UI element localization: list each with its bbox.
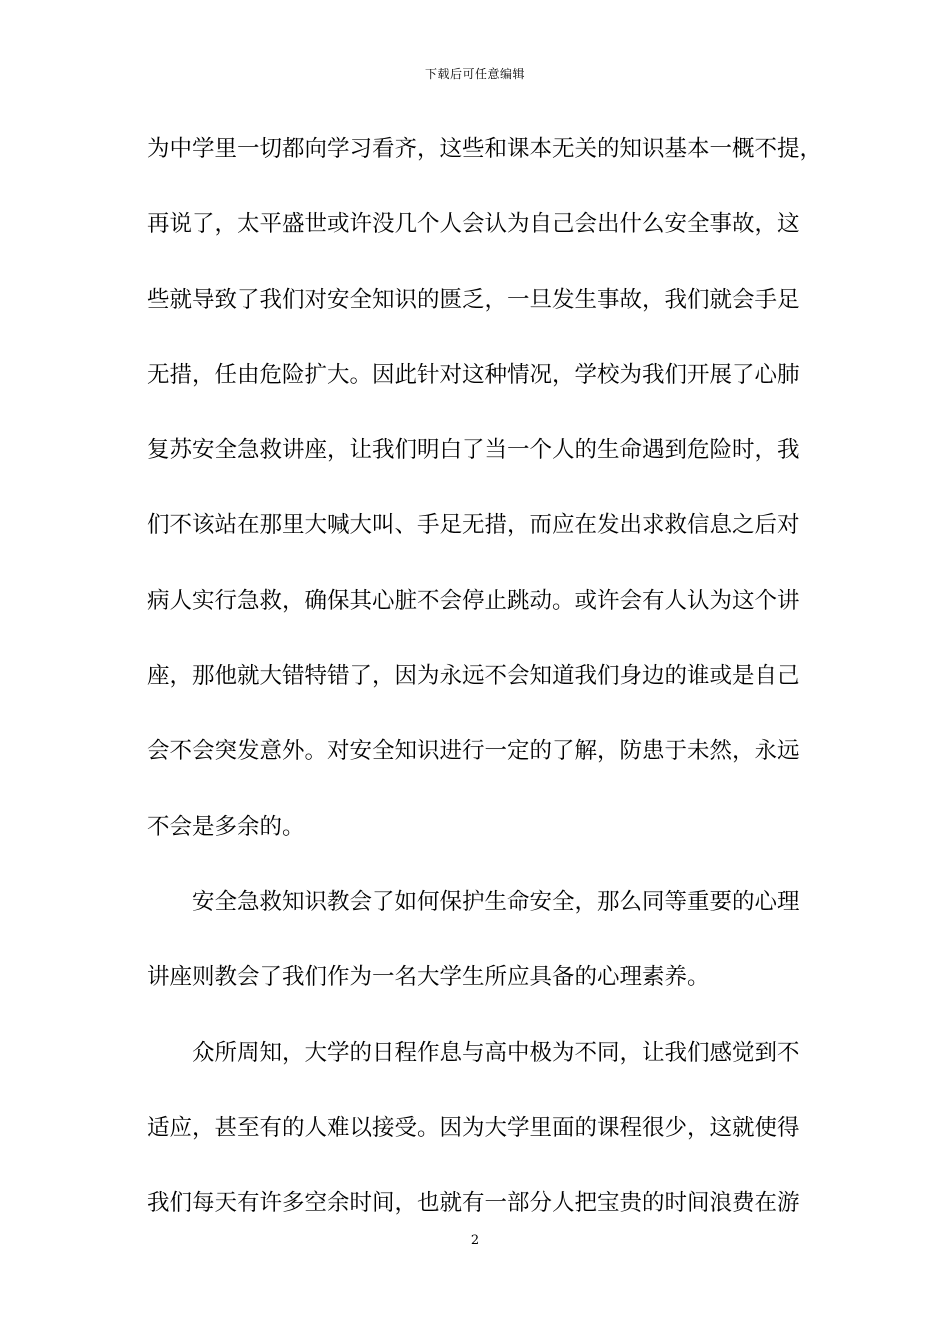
text-line: 不会是多余的。 <box>147 813 305 840</box>
text-line: 复苏安全急救讲座，让我们明白了当一个人的生命遇到危险时，我 <box>147 437 800 464</box>
text-line: 些就导致了我们对安全知识的匮乏，一旦发生事故，我们就会手足 <box>147 286 800 313</box>
text-line: 为中学里一切都向学习看齐，这些和课本无关的知识基本一概不提， <box>147 136 823 162</box>
text-line: 讲座则教会了我们作为一名大学生所应具备的心理素养。 <box>147 964 710 991</box>
text-line: 座，那他就大错特错了，因为永远不会知道我们身边的谁或是自己 <box>147 663 800 690</box>
text-line: 再说了，太平盛世或许没几个人会认为自己会出什么安全事故，这 <box>147 211 800 238</box>
paragraph-first-line: 众所周知，大学的日程作息与高中极为不同，让我们感觉到不 <box>192 1039 800 1066</box>
body-text <box>147 131 827 1260</box>
text-line: 我们每天有许多空余时间，也就有一部分人把宝贵的时间浪费在游 <box>147 1190 800 1217</box>
text-line: 适应，甚至有的人难以接受。因为大学里面的课程很少，这就使得 <box>147 1114 800 1141</box>
text-line: 病人实行急救，确保其心脏不会停止跳动。或许会有人认为这个讲 <box>147 587 800 614</box>
text-line: 会不会突发意外。对安全知识进行一定的了解，防患于未然，永远 <box>147 738 800 765</box>
paragraph-first-line: 安全急救知识教会了如何保护生命安全，那么同等重要的心理 <box>192 888 800 915</box>
page-header: 下载后可任意编辑 <box>424 67 525 81</box>
text-line: 无措，任由危险扩大。因此针对这种情况，学校为我们开展了心肺 <box>147 361 800 388</box>
page-number: 2 <box>470 1233 480 1248</box>
text-line: 们不该站在那里大喊大叫、手足无措，而应在发出求救信息之后对 <box>147 512 800 539</box>
